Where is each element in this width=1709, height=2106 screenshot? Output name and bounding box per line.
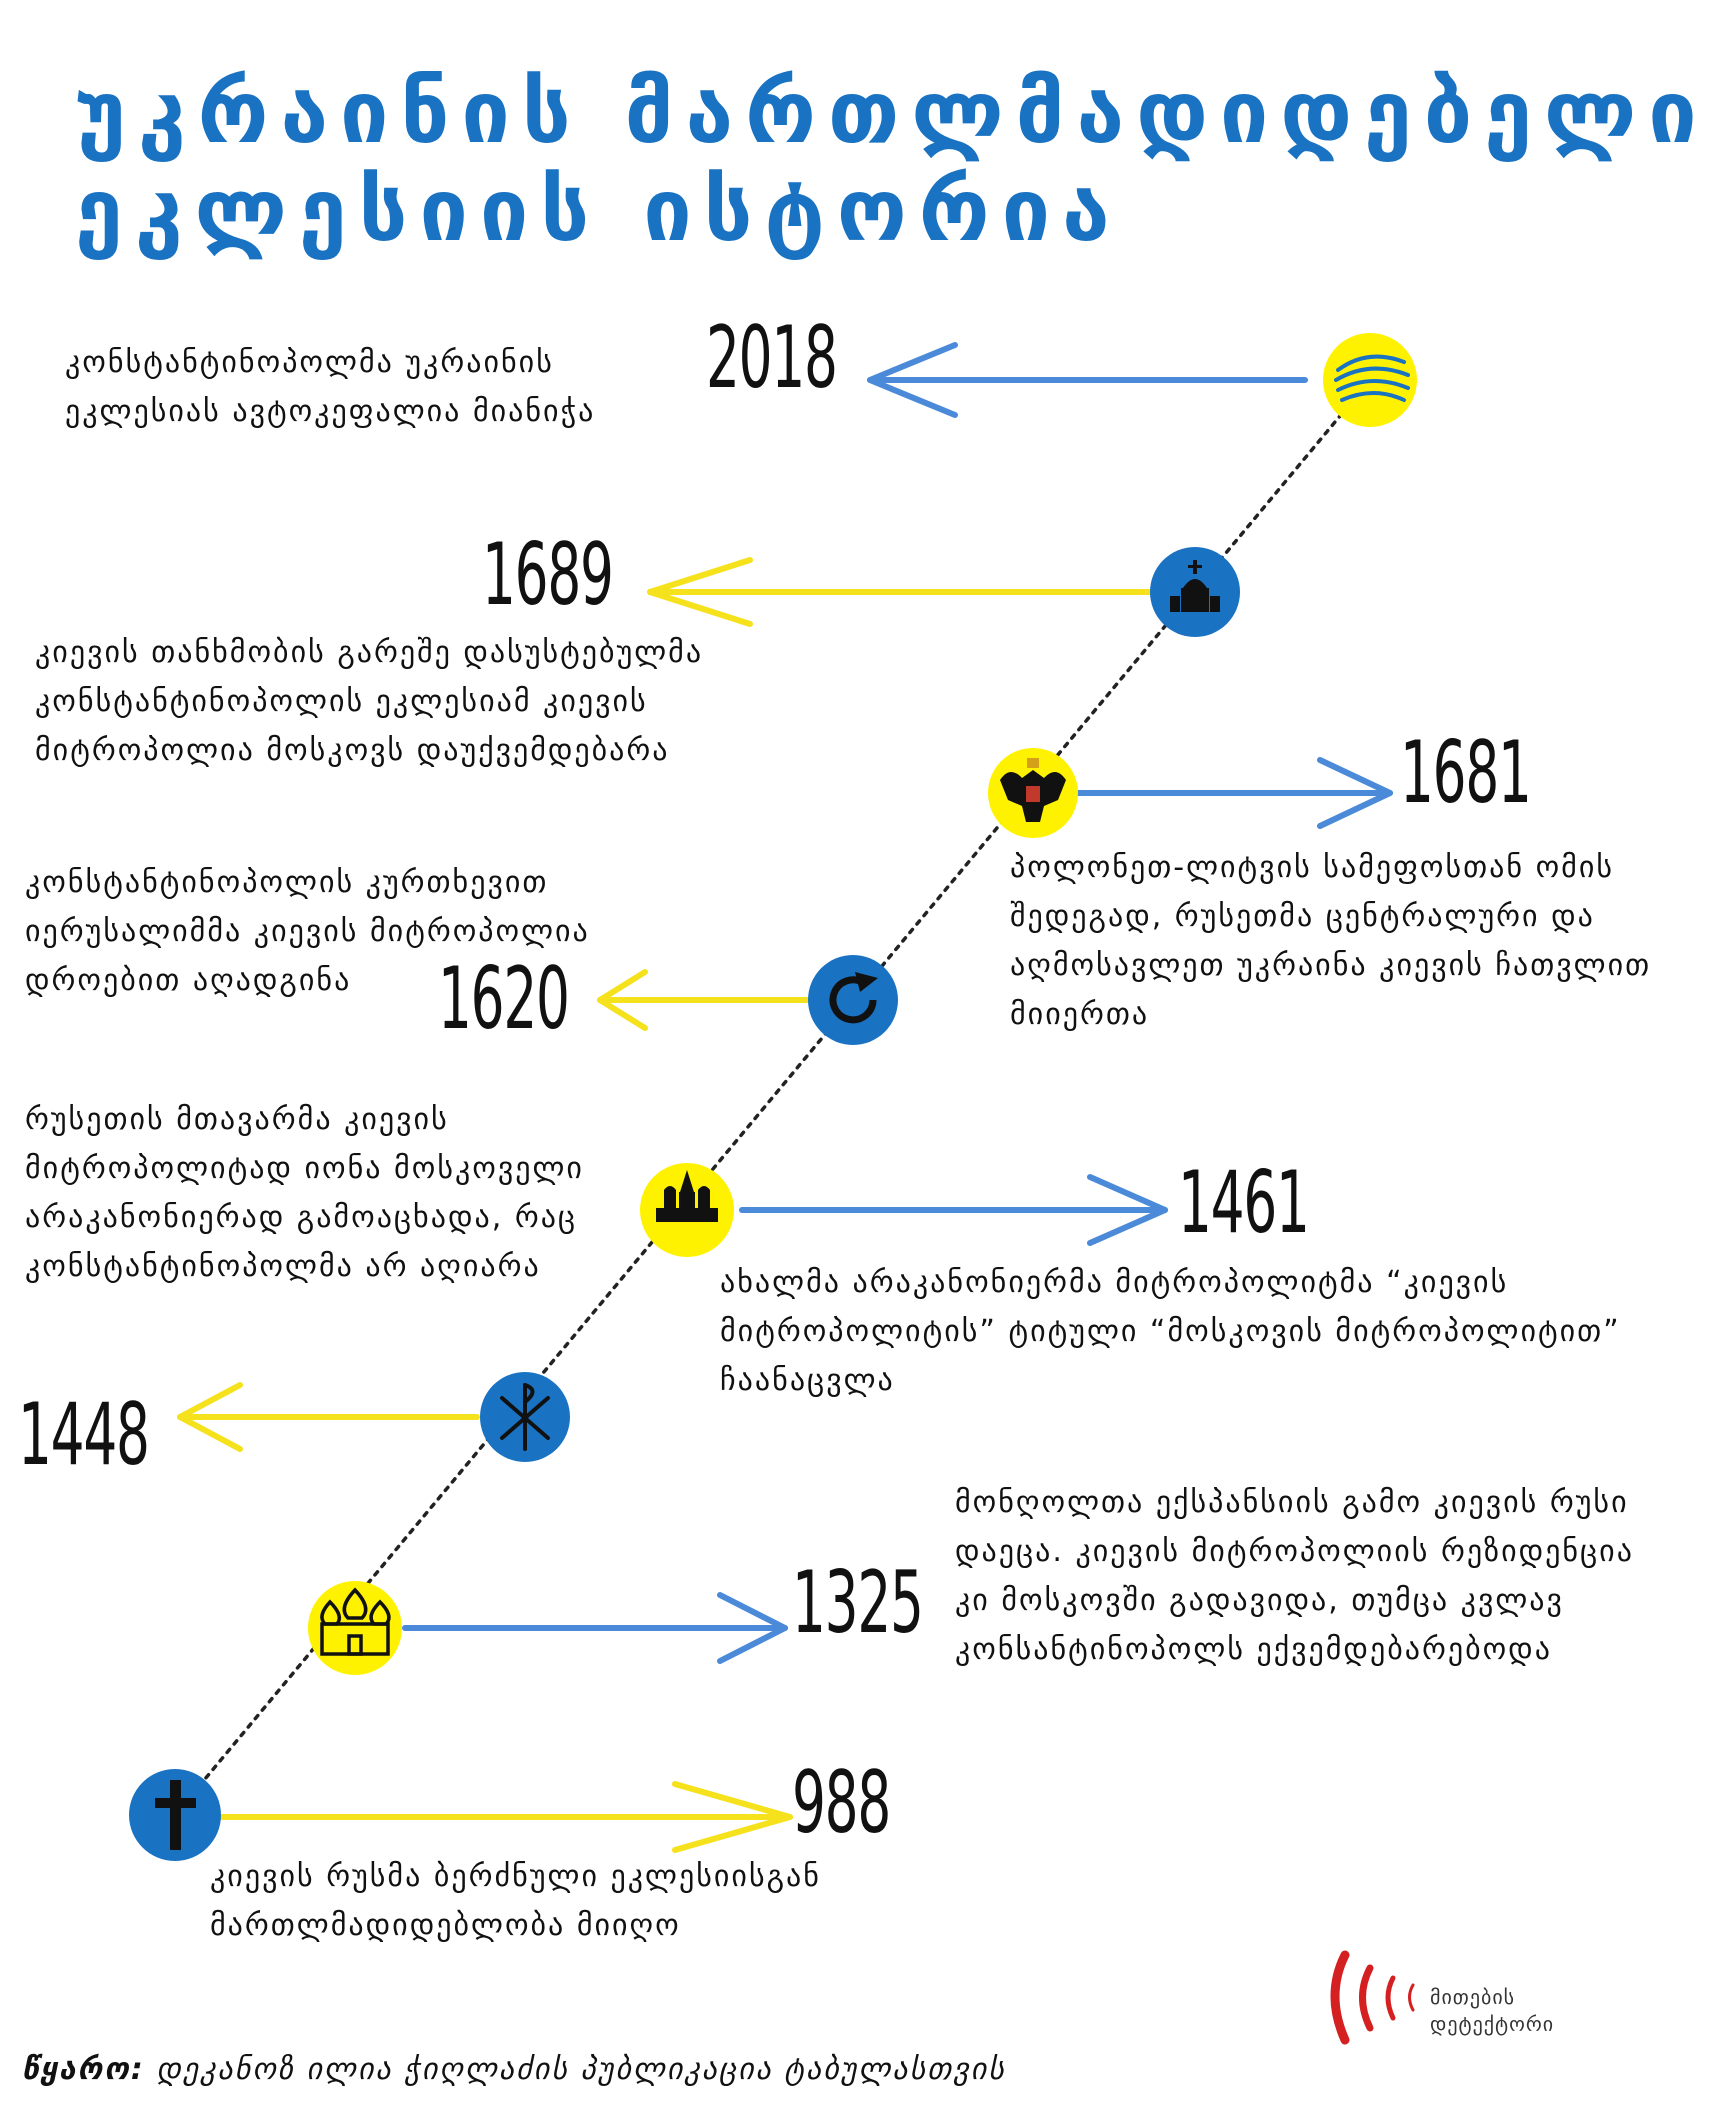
year-2018: 2018 xyxy=(706,308,837,408)
year-1325: 1325 xyxy=(792,1553,923,1653)
source-line xyxy=(22,2052,1006,2087)
year-988: 988 xyxy=(792,1753,891,1853)
source-label: წყარო: xyxy=(22,2052,145,2087)
page-title-line-2: ეკლესიის ისტორია xyxy=(75,161,1122,261)
event-text-2018: კონსტანტინოპოლმა უკრაინის ეკლესიას ავტოკეფალია მიანიჭა xyxy=(65,345,596,429)
logo-line-1: მითების xyxy=(1430,1985,1516,2009)
kremlin-cathedral-icon xyxy=(640,1163,734,1257)
cross-icon xyxy=(129,1769,221,1861)
event-text-1325: მონღოლთა ექსპანსიის გამო კიევის რუსი დაეცა. კიევის მიტროპოლიის რეზიდენცია კი მოსკოვში გადავიდა, თუმცა კვლავ კონსანტინოპოლს ექვემდებარებოდა xyxy=(955,1485,1634,1667)
event-text-1681: პოლონეთ-ლიტვის სამეფოსთან ომის შედეგად, რუსეთმა ცენტრალური და აღმოსავლეთ უკრაინა კიევის ჩათვლით მიიერთა xyxy=(1010,850,1652,1032)
event-text-1461: ახალმა არაკანონიერმა მიტროპოლიტმა “კიევის მიტროპოლიტის” ტიტული “მოსკოვის მიტროპოლიტით” ჩაანაცვლა xyxy=(720,1265,1621,1398)
year-1681: 1681 xyxy=(1400,723,1531,823)
source-text: დეკანოზ ილია ჭიღლაძის პუბლიკაცია ტაბულასთვის xyxy=(156,2052,1006,2087)
year-1689: 1689 xyxy=(482,525,613,625)
year-1448: 1448 xyxy=(18,1385,149,1485)
event-text-988: კიევის რუსმა ბერძნული ეკლესიისგან მართლმადიდებლობა მიიღო xyxy=(210,1859,821,1943)
event-text-1620: კონსტანტინოპოლის კურთხევით იერუსალიმმა კიევის მიტროპოლია დროებით აღადგინა xyxy=(25,865,590,998)
double-headed-eagle-icon xyxy=(988,748,1078,838)
logo-mark xyxy=(1335,1955,1413,2040)
event-text-1689: კიევის თანხმობის გარეშე დასუსტებულმა კონსტანტინოპოლის ეკლესიამ კიევის მიტროპოლია მოსკოვს დაუქვემდებარა xyxy=(35,635,704,768)
arrow-2018 xyxy=(870,345,1305,415)
church-icon xyxy=(1150,547,1240,637)
arrow-1448 xyxy=(180,1385,477,1449)
logo-line-2: დეტექტორი xyxy=(1430,2012,1555,2036)
event-text-1448: რუსეთის მთავარმა კიევის მიტროპოლიტად იონა მოსკოველი არაკანონიერად გამოაცხადა, რაც კონსტანტინოპოლმა არ აღიარა xyxy=(25,1102,584,1284)
page-title-line-1: უკრაინის მართლმადიდებელი xyxy=(75,63,1709,163)
arrow-1681 xyxy=(1078,760,1390,826)
year-1620: 1620 xyxy=(438,949,569,1049)
year-1461: 1461 xyxy=(1178,1153,1309,1253)
arrow-988 xyxy=(222,1784,790,1850)
feather-wings-icon xyxy=(1323,333,1417,427)
arrow-1689 xyxy=(650,560,1150,624)
chi-rho-icon xyxy=(480,1372,570,1462)
arrow-1461 xyxy=(742,1177,1165,1243)
restore-arrow-icon xyxy=(808,955,898,1045)
arrow-1325 xyxy=(405,1595,785,1661)
onion-domes-icon xyxy=(308,1581,402,1675)
